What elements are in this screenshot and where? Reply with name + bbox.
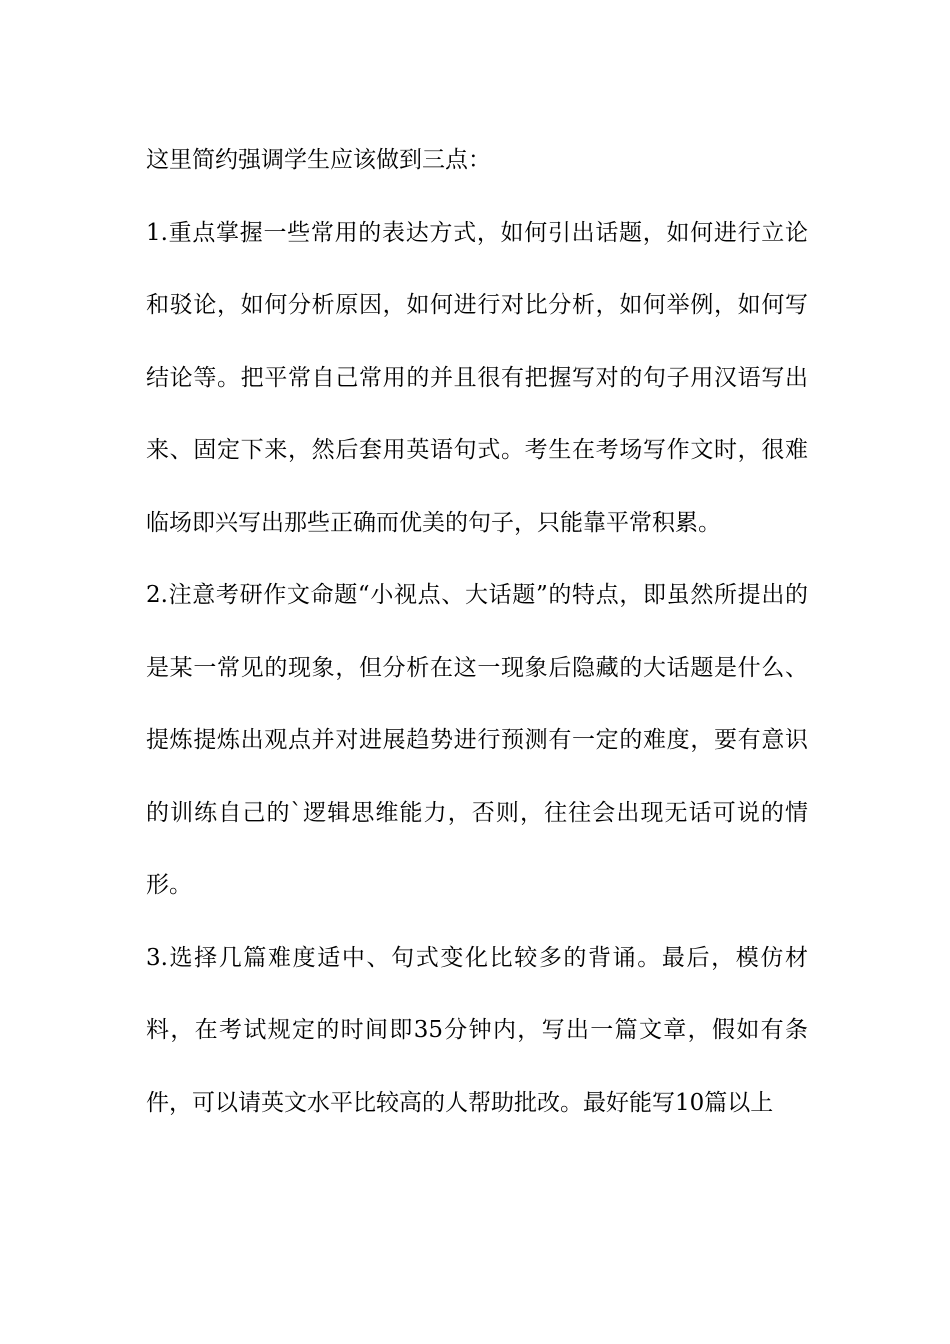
point-paragraph-1: 1.重点掌握一些常用的表达方式，如何引出话题，如何进行立论和驳论，如何分析原因，如何进行对比分析，如何举例，如何写结论等。把平常自己常用的并且很有把握写对的句子用汉语写出来、固定下来，然后套用英语句式。考生在考场写作文时，很难临场即兴写出那些正确而优美的句子，只能靠平常积累。	[146, 219, 808, 536]
point-paragraph-2: 2.注意考研作文命题“小视点、大话题”的特点，即虽然所提出的是某一常见的现象，但分析在这一现象后隐藏的大话题是什么、提炼提炼出观点并对进展趋势进行预测有一定的难度，要有意识的训练自己的`逻辑思维能力，否则，往往会出现无话可说的情形。	[146, 582, 808, 898]
intro-paragraph: 这里简约强调学生应该做到三点：	[146, 147, 491, 173]
document-body	[146, 124, 808, 1139]
point-paragraph-3: 3.选择几篇难度适中、句式变化比较多的背诵。最后，模仿材料，在考试规定的时间即35分钟内，写出一篇文章，假如有条件，可以请英文水平比较高的人帮助批改。最好能写10篇以上	[146, 944, 808, 1116]
